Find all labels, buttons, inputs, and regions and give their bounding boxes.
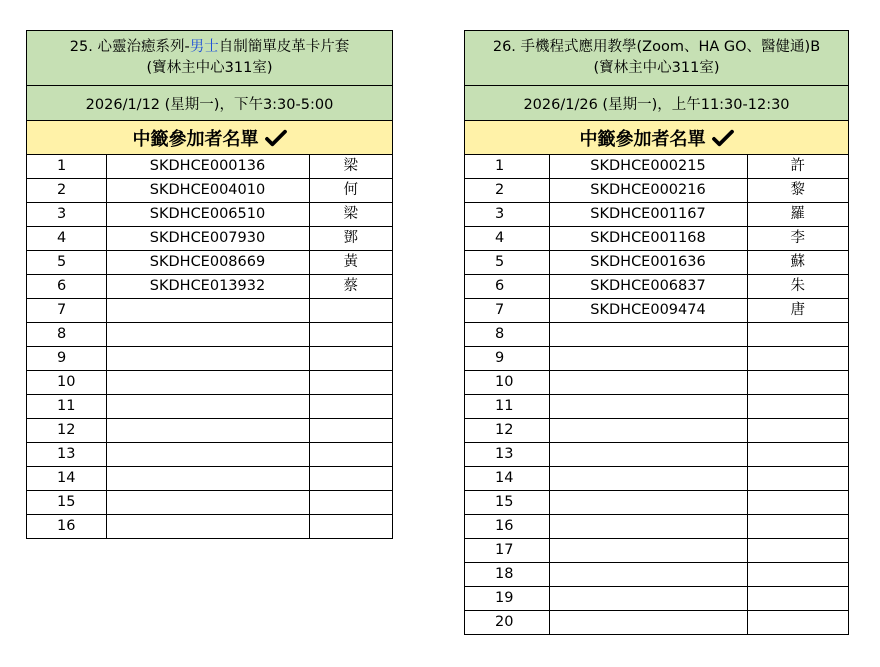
list-header: [27, 121, 392, 155]
row-number: 17: [465, 539, 549, 563]
member-surname: [309, 443, 392, 467]
table-row: [27, 491, 392, 515]
row-number: 16: [465, 515, 549, 539]
table-row: [465, 227, 848, 251]
member-code: SKDHCE000136: [106, 155, 309, 179]
table-row: [27, 203, 392, 227]
member-surname: [747, 563, 848, 587]
list-header-label: 中籤參加者名單: [132, 128, 259, 150]
event-location: (寶林主中心311室): [593, 60, 720, 76]
member-surname: 羅: [747, 203, 848, 227]
member-code: SKDHCE000216: [549, 179, 747, 203]
row-number: 6: [465, 275, 549, 299]
table-row: [465, 275, 848, 299]
row-number: 13: [465, 443, 549, 467]
table-row: [27, 275, 392, 299]
member-code: SKDHCE006837: [549, 275, 747, 299]
row-number: 4: [465, 227, 549, 251]
table-row: [465, 347, 848, 371]
member-code: [549, 515, 747, 539]
row-number: 8: [27, 323, 106, 347]
row-number: 11: [27, 395, 106, 419]
member-surname: [747, 539, 848, 563]
member-code: [106, 467, 309, 491]
event-title-suffix: 自制簡單皮革卡片套: [218, 39, 350, 55]
event-datetime: 2026/1/26 (星期一)，上午11:30-12:30: [465, 86, 848, 121]
member-surname: [747, 443, 848, 467]
row-number: 15: [465, 491, 549, 515]
table-row: [27, 419, 392, 443]
member-surname: [309, 515, 392, 539]
row-number: 2: [465, 179, 549, 203]
row-number: 5: [27, 251, 106, 275]
member-code: [549, 323, 747, 347]
table-row: [465, 323, 848, 347]
table-row: [27, 251, 392, 275]
row-number: 20: [465, 611, 549, 635]
row-number: 3: [465, 203, 549, 227]
member-code: [106, 419, 309, 443]
member-code: SKDHCE006510: [106, 203, 309, 227]
checkmark-icon: [712, 129, 734, 147]
member-surname: 朱: [747, 275, 848, 299]
member-code: [106, 323, 309, 347]
table-row: [465, 371, 848, 395]
table-row: [465, 467, 848, 491]
table-row: [27, 443, 392, 467]
checkmark-icon: [265, 129, 287, 147]
right-event-panel: [464, 30, 849, 635]
member-surname: [309, 395, 392, 419]
row-number: 6: [27, 275, 106, 299]
member-surname: 梁: [309, 155, 392, 179]
member-surname: 黎: [747, 179, 848, 203]
table-row: [465, 179, 848, 203]
row-number: 14: [465, 467, 549, 491]
table-row: [465, 395, 848, 419]
table-row: [27, 467, 392, 491]
list-header-label: 中籤參加者名單: [579, 128, 706, 150]
row-number: 12: [465, 419, 549, 443]
member-code: [106, 443, 309, 467]
event-title-box: [465, 31, 848, 86]
table-row: [465, 491, 848, 515]
table-row: [465, 587, 848, 611]
member-surname: [747, 611, 848, 635]
member-surname: 黃: [309, 251, 392, 275]
table-row: [465, 251, 848, 275]
member-surname: [747, 371, 848, 395]
table-row: [465, 443, 848, 467]
left-event-panel: [26, 30, 393, 539]
table-row: [27, 299, 392, 323]
table-row: [27, 347, 392, 371]
table-row: [27, 323, 392, 347]
member-surname: 李: [747, 227, 848, 251]
member-code: [549, 563, 747, 587]
event-title: [70, 37, 349, 58]
member-code: [549, 611, 747, 635]
table-row: [465, 419, 848, 443]
event-title-box: [27, 31, 392, 86]
member-code: [549, 587, 747, 611]
member-code: [106, 395, 309, 419]
table-row: [27, 179, 392, 203]
member-code: [549, 467, 747, 491]
member-code: [549, 371, 747, 395]
member-surname: 蔡: [309, 275, 392, 299]
member-code: SKDHCE007930: [106, 227, 309, 251]
member-code: SKDHCE001168: [549, 227, 747, 251]
member-code: [106, 515, 309, 539]
row-number: 11: [465, 395, 549, 419]
participant-table: [465, 155, 848, 634]
member-code: [549, 347, 747, 371]
member-code: SKDHCE013932: [106, 275, 309, 299]
member-code: [549, 395, 747, 419]
member-code: SKDHCE004010: [106, 179, 309, 203]
row-number: 1: [465, 155, 549, 179]
member-code: SKDHCE001167: [549, 203, 747, 227]
table-row: [465, 299, 848, 323]
row-number: 2: [27, 179, 106, 203]
event-title-prefix: 25. 心靈治癒系列-: [69, 39, 190, 55]
member-code: [106, 299, 309, 323]
row-number: 10: [465, 371, 549, 395]
member-code: [549, 419, 747, 443]
member-surname: [747, 515, 848, 539]
member-code: [549, 539, 747, 563]
member-surname: [747, 587, 848, 611]
row-number: 15: [27, 491, 106, 515]
member-code: [549, 443, 747, 467]
participant-table: [27, 155, 392, 538]
table-row: [465, 515, 848, 539]
member-surname: [747, 395, 848, 419]
member-code: [106, 347, 309, 371]
table-row: [465, 611, 848, 635]
event-title-highlight: 男士: [189, 39, 219, 55]
table-row: [465, 203, 848, 227]
member-surname: 蘇: [747, 251, 848, 275]
member-surname: [309, 299, 392, 323]
row-number: 12: [27, 419, 106, 443]
member-code: SKDHCE009474: [549, 299, 747, 323]
row-number: 3: [27, 203, 106, 227]
row-number: 7: [27, 299, 106, 323]
member-surname: [747, 491, 848, 515]
row-number: 16: [27, 515, 106, 539]
table-row: [465, 539, 848, 563]
row-number: 8: [465, 323, 549, 347]
member-surname: [747, 347, 848, 371]
member-code: SKDHCE000215: [549, 155, 747, 179]
row-number: 4: [27, 227, 106, 251]
event-datetime: 2026/1/12 (星期一)，下午3:30-5:00: [27, 86, 392, 121]
row-number: 9: [465, 347, 549, 371]
row-number: 5: [465, 251, 549, 275]
member-surname: 許: [747, 155, 848, 179]
member-surname: [309, 347, 392, 371]
member-surname: [309, 467, 392, 491]
table-row: [465, 563, 848, 587]
row-number: 18: [465, 563, 549, 587]
member-surname: [309, 491, 392, 515]
member-surname: 何: [309, 179, 392, 203]
row-number: 14: [27, 467, 106, 491]
row-number: 19: [465, 587, 549, 611]
member-surname: [747, 323, 848, 347]
member-code: [106, 491, 309, 515]
member-surname: [309, 371, 392, 395]
event-title: 26. 手機程式應用教學(Zoom、HA GO、醫健通)B: [492, 39, 821, 55]
table-row: [465, 155, 848, 179]
row-number: 13: [27, 443, 106, 467]
list-header: [465, 121, 848, 155]
table-row: [27, 395, 392, 419]
member-surname: 梁: [309, 203, 392, 227]
event-location: (寶林主中心311室): [146, 60, 273, 76]
member-surname: 唐: [747, 299, 848, 323]
row-number: 1: [27, 155, 106, 179]
row-number: 10: [27, 371, 106, 395]
member-code: SKDHCE008669: [106, 251, 309, 275]
member-code: [549, 491, 747, 515]
table-row: [27, 155, 392, 179]
table-row: [27, 227, 392, 251]
member-surname: [747, 419, 848, 443]
row-number: 7: [465, 299, 549, 323]
member-surname: [747, 467, 848, 491]
member-surname: [309, 323, 392, 347]
member-code: SKDHCE001636: [549, 251, 747, 275]
member-surname: [309, 419, 392, 443]
member-code: [106, 371, 309, 395]
row-number: 9: [27, 347, 106, 371]
table-row: [27, 371, 392, 395]
table-row: [27, 515, 392, 539]
member-surname: 鄧: [309, 227, 392, 251]
